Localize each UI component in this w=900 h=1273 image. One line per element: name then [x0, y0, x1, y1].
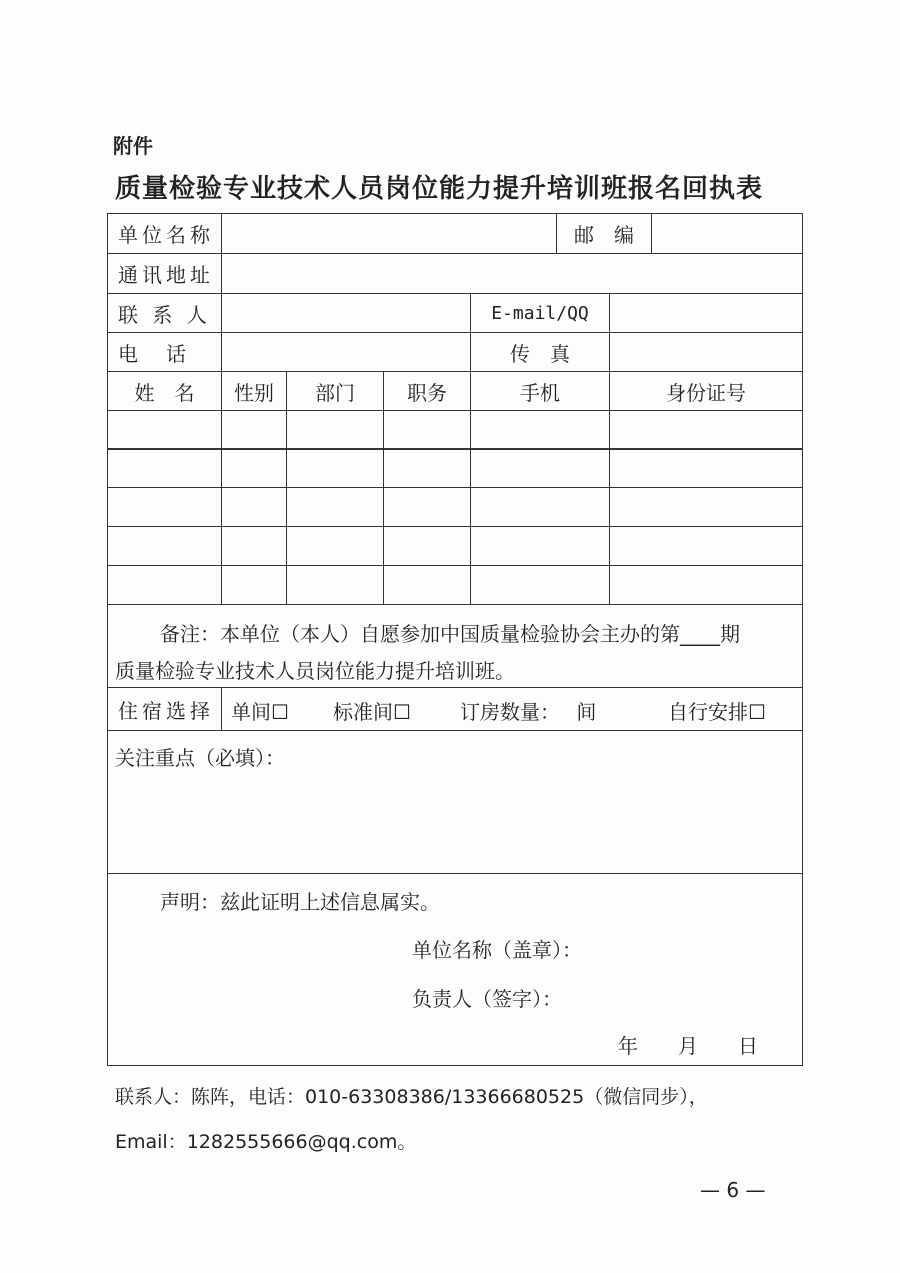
participant-position-field[interactable] — [383, 448, 471, 488]
participant-gender-field[interactable] — [221, 410, 287, 450]
column-header-name: 姓 名 — [107, 371, 222, 411]
lodging-single-checkbox[interactable]: 单间☐ — [231, 700, 289, 724]
remark-line-1: 备注：本单位（本人）自愿参加中国质量检验协会主办的第____期 — [160, 622, 740, 646]
postcode-field[interactable] — [651, 213, 803, 254]
participant-department-field[interactable] — [286, 487, 384, 527]
contact-info-line-2: Email：1282555666@qq.com。 — [115, 1131, 417, 1153]
participant-id-number-field[interactable] — [609, 526, 803, 566]
phone-label: 电 话 — [107, 332, 222, 372]
fax-label: 传 真 — [470, 332, 610, 372]
column-header-gender: 性别 — [221, 371, 287, 411]
participant-department-field[interactable] — [286, 526, 384, 566]
participant-name-field[interactable] — [107, 410, 222, 450]
participant-name-field[interactable] — [107, 448, 222, 488]
signature-label: 负责人（签字）： — [412, 987, 562, 1011]
participant-mobile-field[interactable] — [470, 410, 610, 450]
page-number: — 6 — — [700, 1178, 766, 1202]
page-title: 质量检验专业技术人员岗位能力提升培训班报名回执表 — [115, 174, 764, 204]
remark-line-2: 质量检验专业技术人员岗位能力提升培训班。 — [115, 659, 515, 683]
column-header-id-number: 身份证号 — [609, 371, 803, 411]
room-count-field[interactable]: 订房数量： 间 — [460, 700, 597, 724]
participant-gender-field[interactable] — [221, 526, 287, 566]
participant-mobile-field[interactable] — [470, 487, 610, 527]
column-header-mobile: 手机 — [470, 371, 610, 411]
participant-department-field[interactable] — [286, 448, 384, 488]
email-qq-label: E-mail/QQ — [470, 293, 610, 333]
address-field[interactable] — [221, 253, 803, 294]
participant-name-field[interactable] — [107, 565, 222, 605]
contact-info-line-1: 联系人：陈阵，电话：010-63308386/13366680525（微信同步）， — [115, 1086, 708, 1108]
lodging-standard-checkbox[interactable]: 标准间☐ — [333, 700, 411, 724]
unit-name-label: 单位名称 — [107, 213, 222, 254]
participant-gender-field[interactable] — [221, 487, 287, 527]
attachment-label: 附件 — [113, 134, 153, 158]
participant-name-field[interactable] — [107, 487, 222, 527]
date-label: 年 月 日 — [618, 1034, 758, 1058]
lodging-self-arranged-checkbox[interactable]: 自行安排☐ — [668, 700, 766, 724]
unit-name-field[interactable] — [221, 213, 557, 254]
participant-id-number-field[interactable] — [609, 565, 803, 605]
fax-field[interactable] — [609, 332, 803, 372]
focus-label: 关注重点（必填）： — [115, 746, 285, 770]
seal-label: 单位名称（盖章）： — [412, 938, 582, 962]
participant-position-field[interactable] — [383, 526, 471, 566]
participant-name-field[interactable] — [107, 526, 222, 566]
participant-position-field[interactable] — [383, 410, 471, 450]
column-header-department: 部门 — [286, 371, 384, 411]
column-header-position: 职务 — [383, 371, 471, 411]
contact-label: 联 系 人 — [107, 293, 222, 333]
participant-id-number-field[interactable] — [609, 487, 803, 527]
participant-id-number-field[interactable] — [609, 410, 803, 450]
participant-gender-field[interactable] — [221, 565, 287, 605]
phone-field[interactable] — [221, 332, 471, 372]
participant-mobile-field[interactable] — [470, 526, 610, 566]
participant-gender-field[interactable] — [221, 448, 287, 488]
participant-mobile-field[interactable] — [470, 448, 610, 488]
participant-department-field[interactable] — [286, 410, 384, 450]
postcode-label: 邮 编 — [556, 213, 652, 254]
participant-position-field[interactable] — [383, 565, 471, 605]
participant-id-number-field[interactable] — [609, 448, 803, 488]
declaration-text: 声明：兹此证明上述信息属实。 — [160, 890, 440, 914]
address-label: 通讯地址 — [107, 253, 222, 294]
participant-department-field[interactable] — [286, 565, 384, 605]
contact-field[interactable] — [221, 293, 471, 333]
lodging-label: 住宿选择 — [107, 687, 222, 731]
email-qq-field[interactable] — [609, 293, 803, 333]
participant-mobile-field[interactable] — [470, 565, 610, 605]
participant-position-field[interactable] — [383, 487, 471, 527]
